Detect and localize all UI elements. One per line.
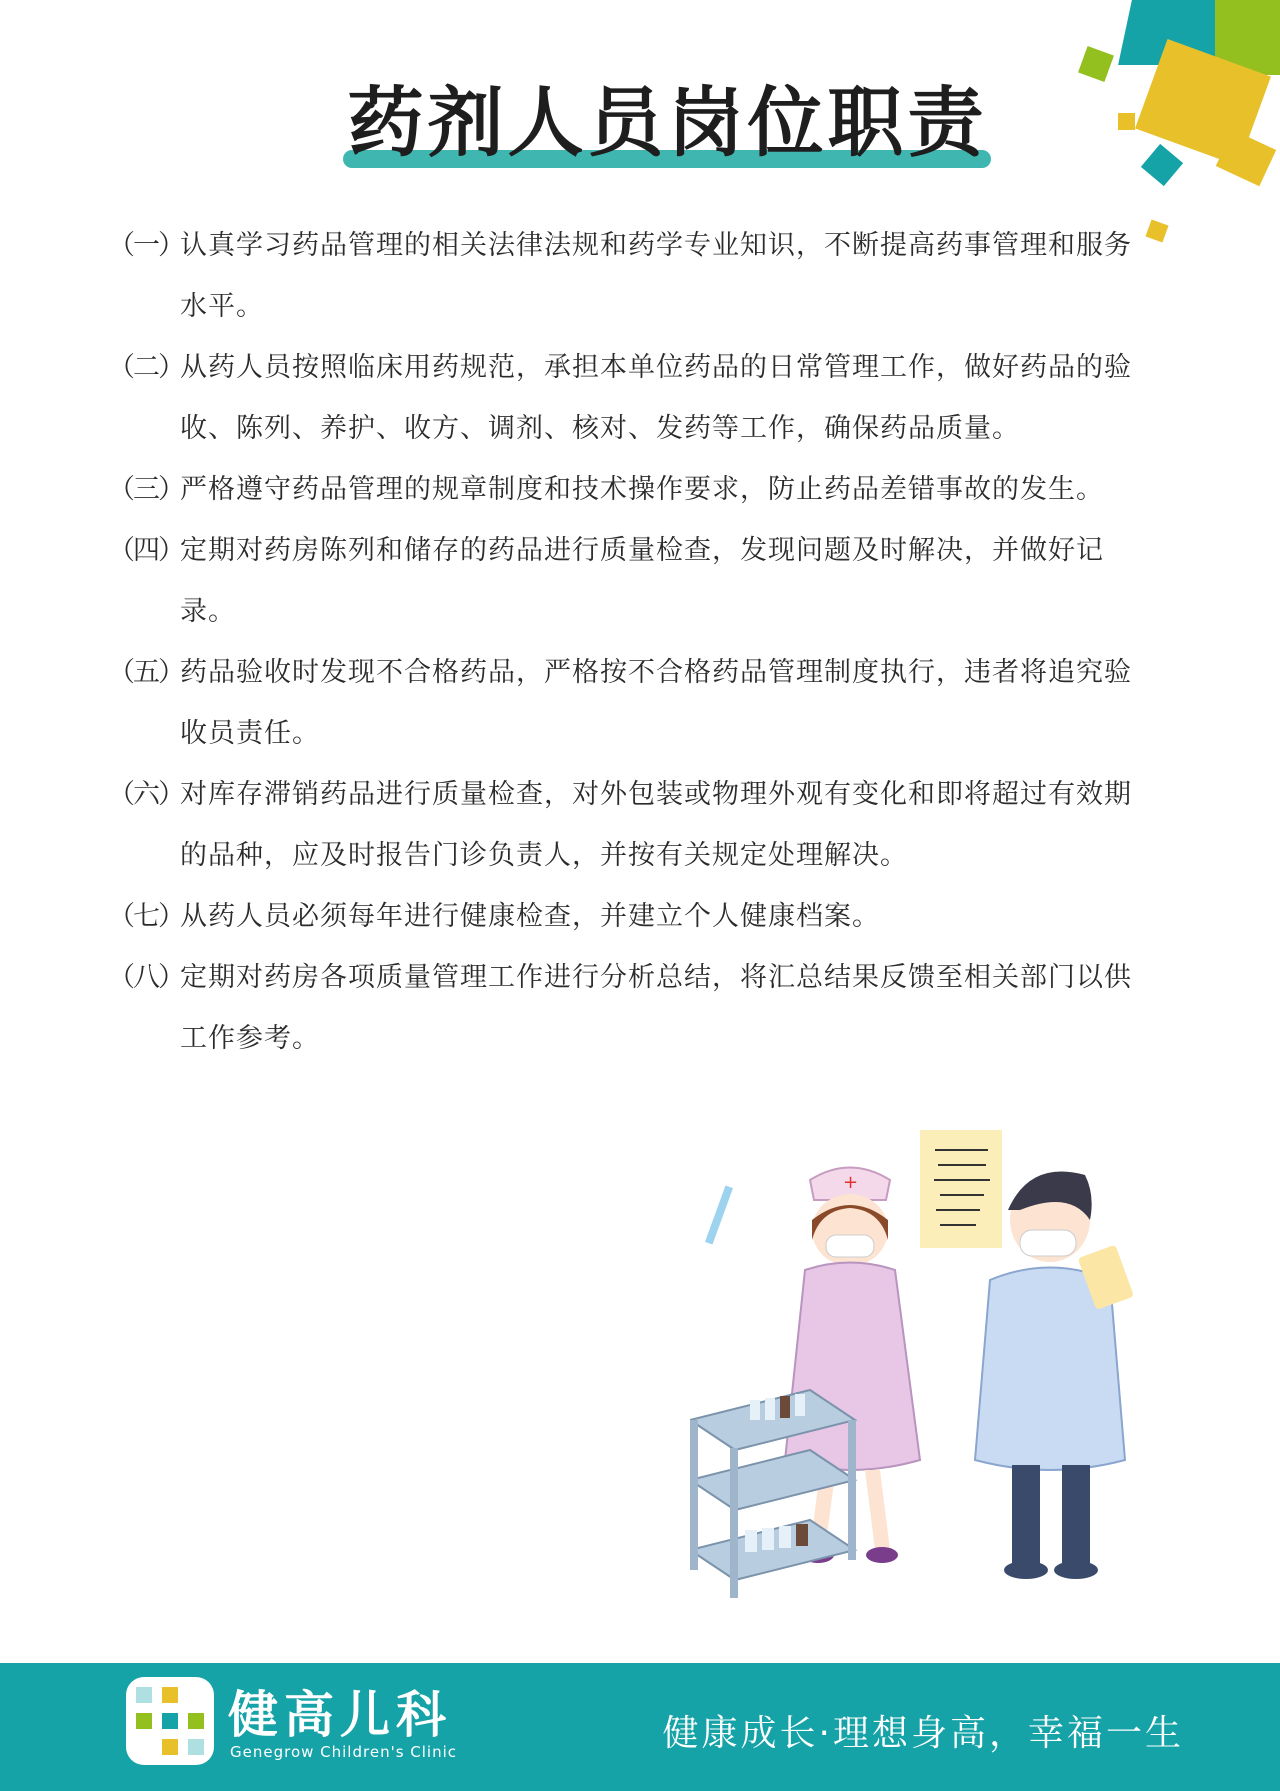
item-text: 药品验收时发现不合格药品，严格按不合格药品管理制度执行，违者将追究验收员责任。 <box>180 657 1132 749</box>
item-number: （七） <box>108 901 183 932</box>
slogan: 健康成长·理想身高，幸福一生 <box>662 1713 1184 1754</box>
clinic-logo-icon <box>126 1677 214 1765</box>
item-number: （三） <box>108 474 183 505</box>
item-text: 定期对药房各项质量管理工作进行分析总结，将汇总结果反馈至相关部门以供工作参考。 <box>180 962 1132 1054</box>
item-number: （八） <box>108 962 183 993</box>
duty-list <box>108 215 1148 1069</box>
list-item <box>108 459 1148 520</box>
item-text: 严格遵守药品管理的规章制度和技术操作要求，防止药品差错事故的发生。 <box>180 474 1104 505</box>
item-number: （六） <box>108 779 183 810</box>
brand-english-name: Genegrow Children's Clinic <box>230 1743 458 1761</box>
list-item <box>108 520 1148 642</box>
item-text: 定期对药房陈列和储存的药品进行质量检查，发现问题及时解决，并做好记录。 <box>180 535 1104 627</box>
illustration <box>690 1130 1160 1650</box>
list-item <box>108 642 1148 764</box>
title-block <box>335 70 1000 180</box>
list-item <box>108 215 1148 337</box>
item-text: 认真学习药品管理的相关法律法规和药学专业知识，不断提高药事管理和服务水平。 <box>180 230 1132 322</box>
footer-bar <box>0 1663 1280 1791</box>
svg-text:+: + <box>843 1172 859 1193</box>
wall-chart-icon <box>920 1130 1002 1248</box>
list-item <box>108 886 1148 947</box>
list-item <box>108 764 1148 886</box>
item-number: （五） <box>108 657 183 688</box>
item-number: （四） <box>108 535 183 566</box>
list-item <box>108 947 1148 1069</box>
item-text: 从药人员按照临床用药规范，承担本单位药品的日常管理工作，做好药品的验收、陈列、养护、收方、调剂、核对、发药等工作，确保药品质量。 <box>180 352 1132 444</box>
brand-name: 健高儿科 <box>228 1686 452 1744</box>
page-title: 药剂人员岗位职责 <box>347 78 988 167</box>
item-text: 从药人员必须每年进行健康检查，并建立个人健康档案。 <box>180 901 880 932</box>
item-number: （一） <box>108 230 183 261</box>
item-number: （二） <box>108 352 183 383</box>
item-text: 对库存滞销药品进行质量检查，对外包装或物理外观有变化和即将超过有效期的品种，应及时报告门诊负责人，并按有关规定处理解决。 <box>180 779 1132 871</box>
list-item <box>108 337 1148 459</box>
